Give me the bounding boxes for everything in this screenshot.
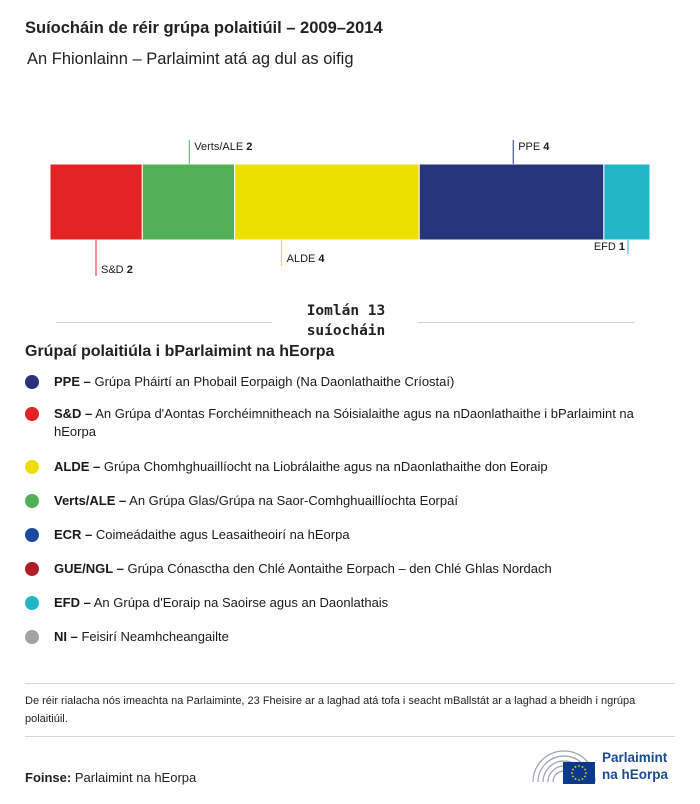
legend-swatch-s-d: [25, 407, 39, 421]
legend-item-verts-ale: [25, 492, 675, 510]
legend-desc-gue-ngl: Grúpa Cónasctha den Chlé Aontaithe Eorpach – den Chlé Ghlas Nordach: [123, 561, 552, 576]
eu-star-icon: [575, 778, 577, 780]
legend-abbr-verts-ale: Verts/ALE –: [54, 493, 127, 508]
legend-swatch-gue-ngl: [25, 562, 39, 576]
legend-desc-s-d: An Grúpa d'Aontas Forchéimnitheach na Sóisialaithe agus na nDaonlathaithe i bParlaimint na hEorpa: [54, 406, 634, 439]
legend-item-ni: [25, 628, 675, 646]
eu-star-icon: [584, 769, 586, 771]
eu-star-icon: [575, 766, 577, 768]
legend-text-efd: [54, 594, 674, 612]
legend-item-ecr: [25, 526, 675, 544]
legend-text-ecr: [54, 526, 674, 544]
eu-star-icon: [582, 778, 584, 780]
legend-desc-efd: An Grúpa d'Eoraip na Saoirse agus an Daonlathais: [90, 595, 389, 610]
total-seats-line2: suíocháin: [306, 323, 386, 339]
segment-label-efd: EFD 1: [593, 241, 625, 253]
total-seats-line1: Iomlán 13: [306, 303, 386, 319]
eu-star-icon: [582, 766, 584, 768]
legend-text-alde: [54, 458, 674, 476]
legend-item-ppe: [25, 373, 675, 391]
eu-star-icon: [578, 779, 580, 781]
legend-abbr-alde: ALDE –: [54, 459, 101, 474]
eu-star-icon: [572, 776, 574, 778]
bar-segment-s-d: [50, 164, 142, 240]
legend-item-gue-ngl: [25, 560, 675, 578]
logo-text: [602, 749, 668, 783]
bar-segment-alde: [235, 164, 420, 240]
legend-text-ppe: [54, 373, 674, 391]
bar-segment-ppe: [419, 164, 604, 240]
eu-star-icon: [572, 769, 574, 771]
segment-label-verts-ale: Verts/ALE 2: [194, 141, 253, 153]
chart-subtitle: An Fhionlainn – Parlaimint atá ag dul as oifig: [27, 50, 354, 68]
logo-line2: na hEorpa: [602, 767, 669, 782]
total-seats-label: [276, 301, 416, 341]
eu-star-icon: [578, 765, 580, 767]
legend-desc-alde: Grúpa Chomhghuaillíocht na Liobrálaithe agus na nDaonlathaithe don Eoraip: [100, 459, 548, 474]
footnote: De réir rialacha nós imeachta na Parlaiminte, 23 Fheisire ar a laghad atá tofa i seacht mBallstát ar a laghad a bheidh i ngrúpa polaitiúil.: [25, 695, 636, 725]
legend-text-s-d: [54, 405, 674, 441]
legend-desc-verts-ale: An Grúpa Glas/Grúpa na Saor-Comhghuaillíochta Eorpaí: [126, 493, 458, 508]
legend-title: Grúpaí polaitiúla i bParlaimint na hEorpa: [25, 343, 335, 360]
chart-title: Suíocháin de réir grúpa polaitiúil – 2009–2014: [25, 19, 383, 37]
divider-bottom: [25, 736, 675, 737]
legend-abbr-s-d: S&D –: [54, 406, 93, 421]
total-rule-left: [56, 322, 272, 323]
legend-abbr-ni: NI –: [54, 629, 78, 644]
legend-desc-ni: Feisirí Neamhcheangailte: [77, 629, 229, 644]
total-rule-right: [418, 322, 634, 323]
legend-swatch-alde: [25, 460, 39, 474]
source-text: Parlaimint na hEorpa: [71, 770, 197, 785]
source: [25, 770, 196, 785]
bar-segment-verts-ale: [142, 164, 234, 240]
european-parliament-logo: [530, 742, 680, 790]
legend-swatch-ecr: [25, 528, 39, 542]
legend-desc-ppe: Grúpa Pháirtí an Phobail Eorpaigh (Na Daonlathaithe Críostaí): [90, 374, 455, 389]
source-label: Foinse:: [25, 770, 72, 785]
legend-swatch-ppe: [25, 375, 39, 389]
legend-abbr-ppe: PPE –: [54, 374, 91, 389]
divider-top: [25, 683, 675, 684]
legend-abbr-ecr: ECR –: [54, 527, 93, 542]
legend-text-ni: [54, 628, 674, 646]
eu-star-icon: [585, 772, 587, 774]
segment-label-alde: ALDE 4: [286, 253, 325, 265]
legend-swatch-verts-ale: [25, 494, 39, 508]
legend-swatch-ni: [25, 630, 39, 644]
legend-item-efd: [25, 594, 675, 612]
legend-item-alde: [25, 458, 675, 476]
seat-bar-chart: [0, 130, 700, 290]
legend-swatch-efd: [25, 596, 39, 610]
legend-text-verts-ale: [54, 492, 674, 510]
segment-label-ppe: PPE 4: [518, 141, 550, 153]
hemicycle-logo-icon: [530, 742, 600, 790]
legend-abbr-efd: EFD –: [54, 595, 91, 610]
eu-star-icon: [584, 776, 586, 778]
bar-segment-efd: [604, 164, 650, 240]
legend-item-s-d: [25, 405, 675, 441]
segment-label-s-d: S&D 2: [101, 264, 133, 276]
legend-desc-ecr: Coimeádaithe agus Leasaitheoirí na hEorpa: [92, 527, 350, 542]
eu-star-icon: [571, 772, 573, 774]
logo-line1: Parlaimint: [602, 750, 668, 765]
legend-text-gue-ngl: [54, 560, 674, 578]
legend-abbr-gue-ngl: GUE/NGL –: [54, 561, 124, 576]
